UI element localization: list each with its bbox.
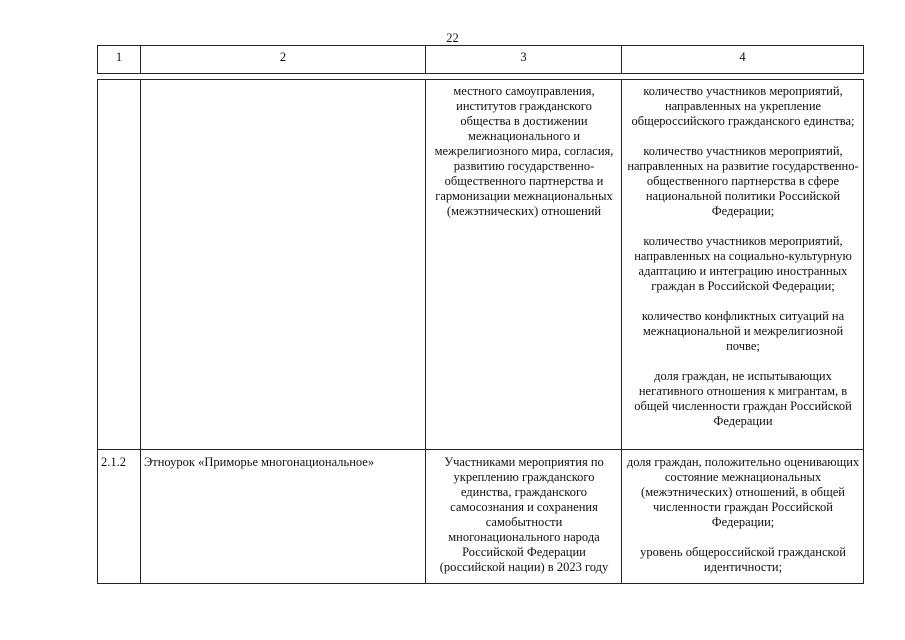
table-border-bottom xyxy=(97,583,864,584)
row1-col4-item: количество конфликтных ситуаций на межнациональной и межрелигиозной почве; xyxy=(641,309,845,353)
row2-num: 2.1.2 xyxy=(101,455,126,469)
header-cell-1: 1 xyxy=(115,50,123,64)
header-cell-2: 2 xyxy=(279,50,287,64)
row2-col4-item: доля граждан, положительно оценивающих состояние межнациональных (межэтнических) отношений, в общей численности граждан Российской Федерации; xyxy=(626,455,860,529)
col-border-1b xyxy=(97,79,98,584)
row1-col3: местного самоуправления, институтов гражданского общества в достижении межнационального и межрелигиозного мира, согласия, развитию государственно-общественного партнерства и гармонизации межнациональных (межэтнических) отношений xyxy=(434,84,614,218)
row1-col4 xyxy=(626,84,860,429)
row1-col4-item: количество участников мероприятий, направленных на укрепление общероссийского гражданского единства; xyxy=(631,84,855,128)
row2-col3: Участниками мероприятия по укреплению гражданского единства, гражданского самосознания и сохранения самобытности многонационального народа Российской Федерации (российской нации) в 2023 году xyxy=(439,455,609,574)
table-border-top xyxy=(97,45,864,46)
row-top-border xyxy=(97,79,864,80)
col-border-5b xyxy=(863,79,864,584)
row2-name: Этноурок «Приморье многонациональное» xyxy=(144,455,375,469)
header-cell-3: 3 xyxy=(520,50,527,64)
row1-col4-item: количество участников мероприятий, направленных на развитие государственно-общественного партнерства в сфере национальной политики Российской Федерации; xyxy=(627,144,859,218)
col-border-4b xyxy=(621,79,622,584)
col-border-3b xyxy=(425,79,426,584)
row1-col4-item: количество участников мероприятий, направленных на социально-культурную адаптацию и интеграцию иностранных граждан в Российской Федерации; xyxy=(634,234,852,293)
col-border-2b xyxy=(140,79,141,584)
header-border-bottom xyxy=(97,73,864,74)
row-divider xyxy=(97,449,864,450)
header-cell-4: 4 xyxy=(739,50,746,64)
page-number: 22 xyxy=(446,31,459,45)
col-border-5 xyxy=(863,45,864,73)
row2-col4 xyxy=(626,455,860,575)
row1-col4-item: доля граждан, не испытывающих негативного отношения к мигрантам, в общей численности граждан Российской Федерации xyxy=(634,369,852,428)
row2-col4-item: уровень общероссийской гражданской идентичности; xyxy=(640,545,846,574)
